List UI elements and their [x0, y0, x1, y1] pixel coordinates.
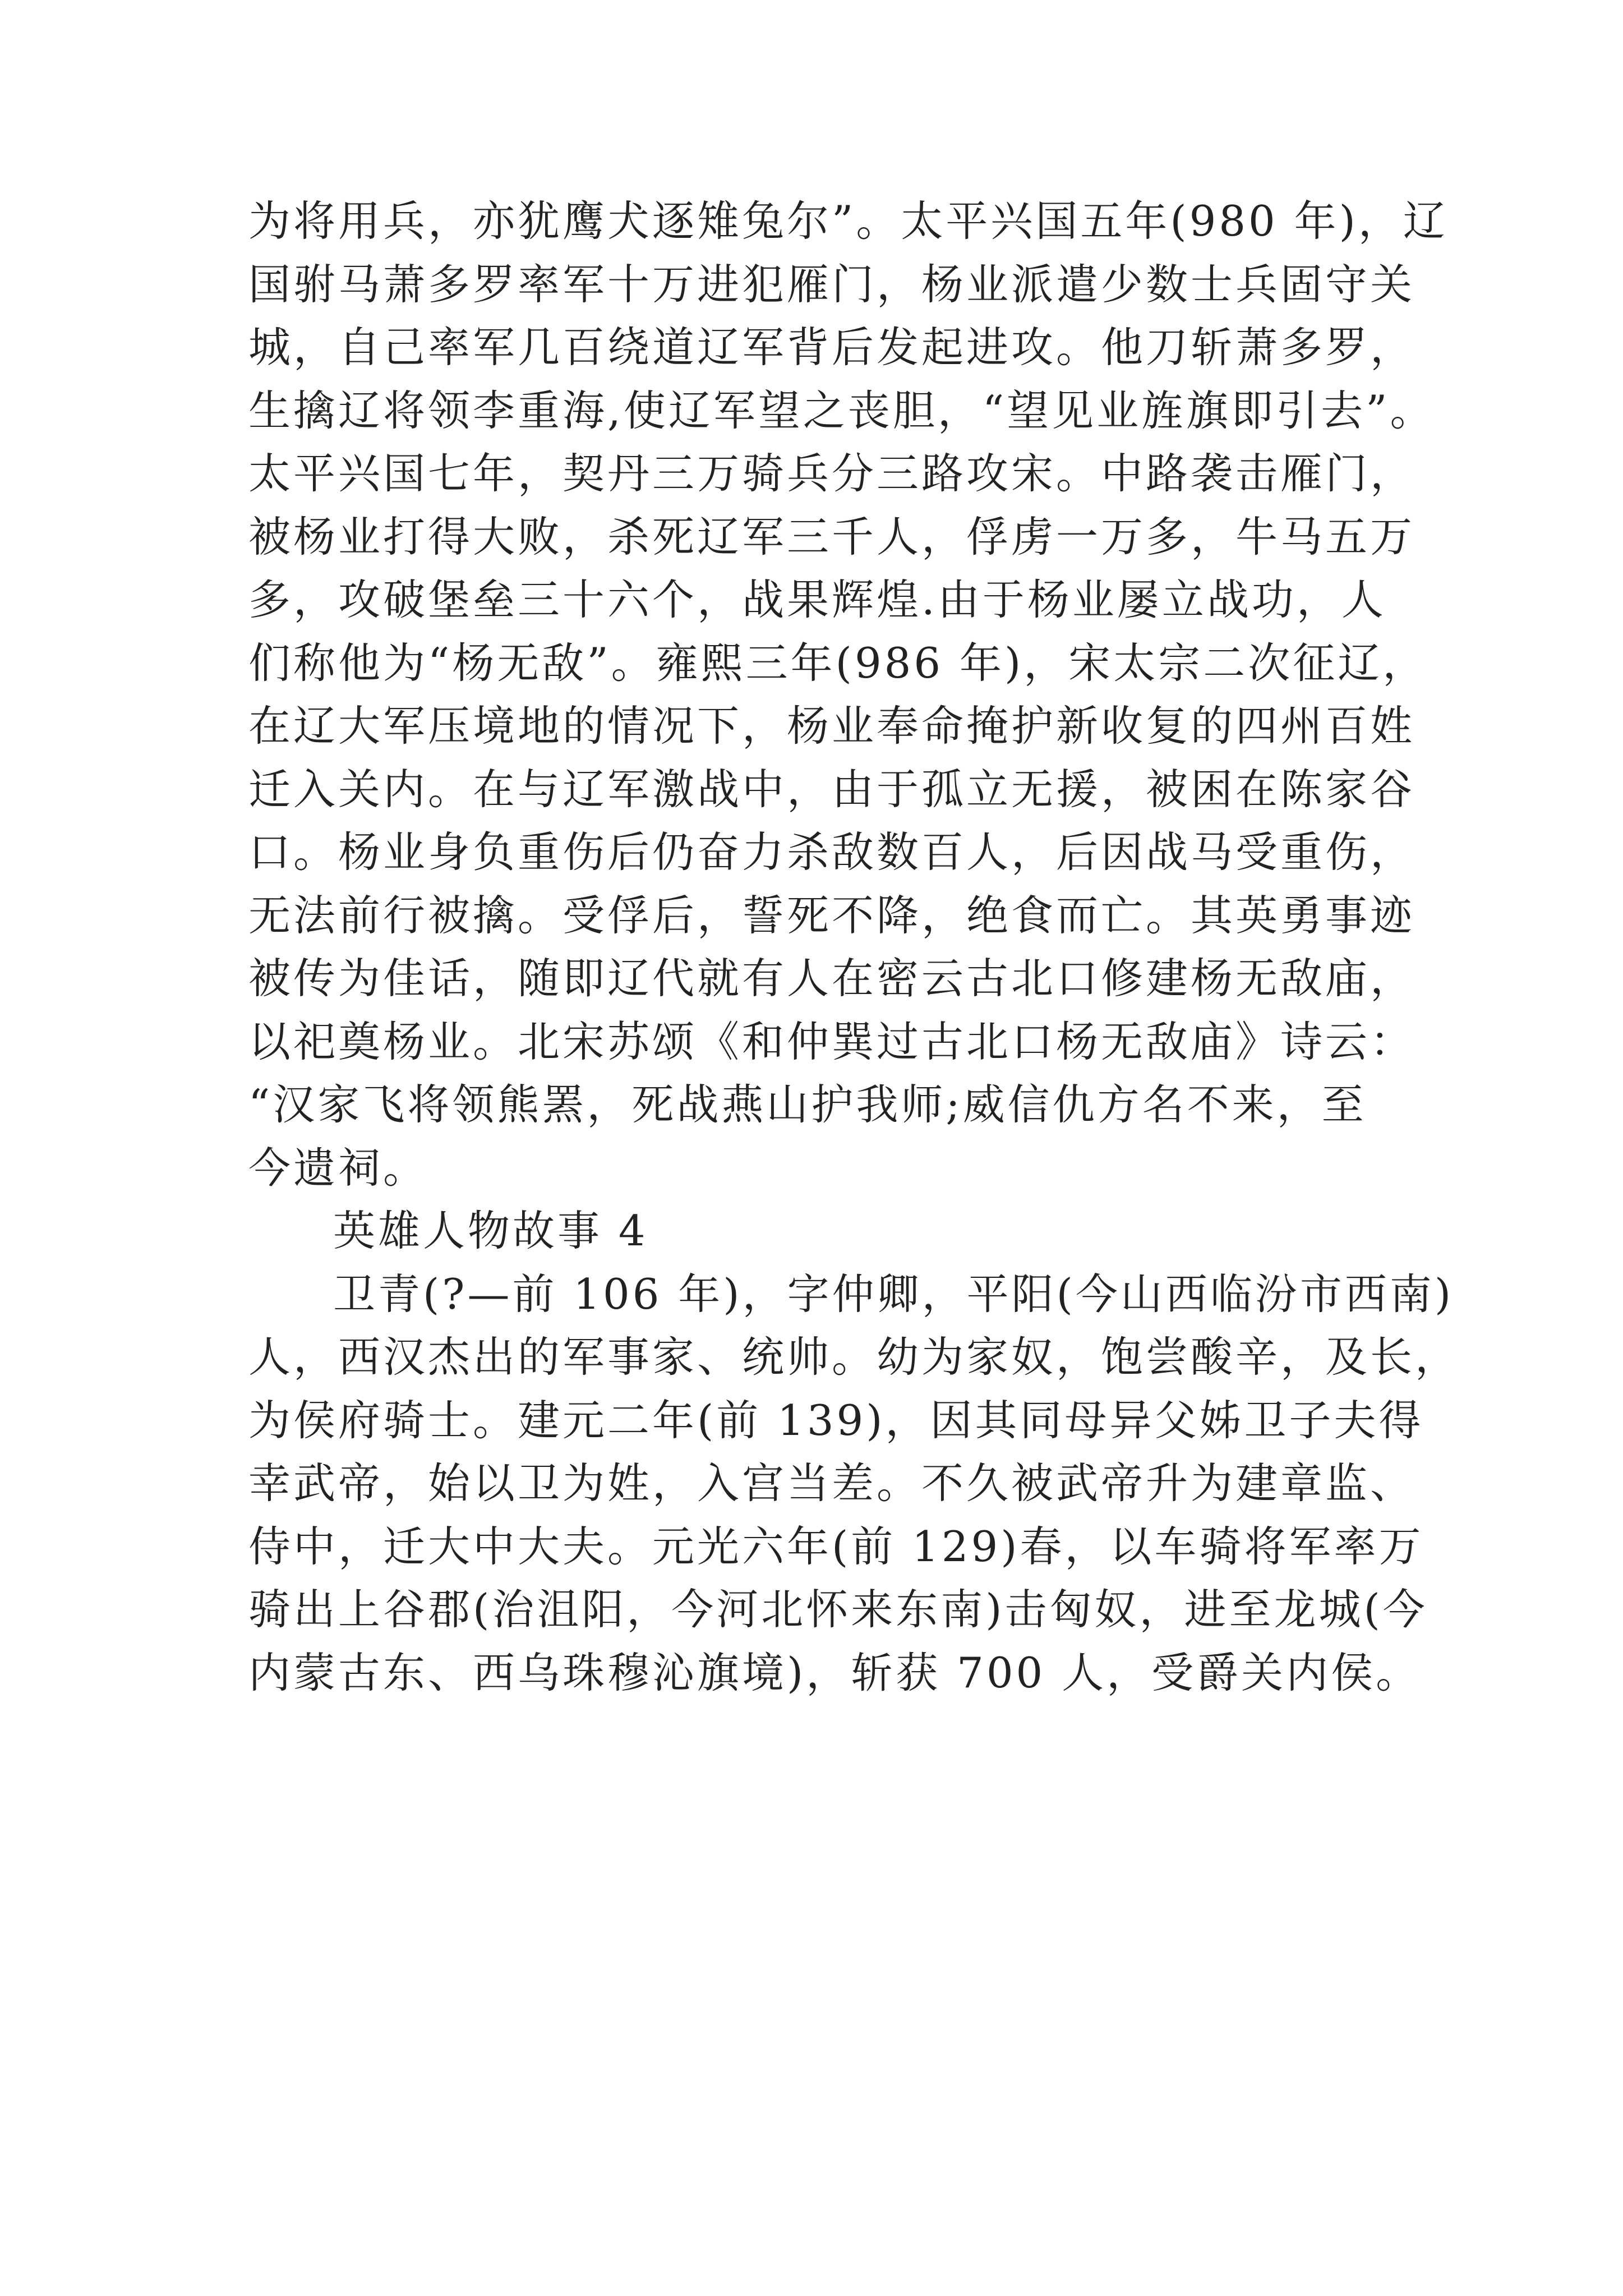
text-line: 迁入关内。在与辽军激战中，由于孤立无援，被困在陈家谷: [248, 764, 1415, 814]
text-line: 幸武帝，始以卫为姓，入宫当差。不久被武帝升为建章监、: [248, 1458, 1415, 1508]
text-line: 国驸马萧多罗率军十万进犯雁门，杨业派遣少数士兵固守关: [248, 259, 1415, 309]
text-line: 城，自己率军几百绕道辽军背后发起进攻。他刀斩萧多罗，: [248, 323, 1415, 372]
text-line: 骑出上谷郡(治沮阳，今河北怀来东南)击匈奴，进至龙城(今: [248, 1585, 1428, 1634]
text-line: 内蒙古东、西乌珠穆沁旗境)，斩获 700 人，受爵关内侯。: [248, 1648, 1421, 1697]
text-line: 生擒辽将领李重海,使辽军望之丧胆，“望见业旌旗即引去”。: [248, 385, 1435, 435]
body-text: [248, 190, 1460, 1704]
text-line: 太平兴国七年，契丹三万骑兵分三路攻宋。中路袭击雁门，: [248, 449, 1415, 498]
text-line: 为侯府骑士。建元二年(前 139)，因其同母异父姊卫子夫得: [248, 1395, 1424, 1445]
text-line: 无法前行被擒。受俘后，誓死不降，绝食而亡。其英勇事迹: [248, 890, 1415, 940]
text-line: 们称他为“杨无敌”。雍熙三年(986 年)，宋太宗二次征辽，: [248, 638, 1428, 688]
text-line: 侍中，迁大中大夫。元光六年(前 129)春，以车骑将军率万: [248, 1521, 1424, 1571]
text-line: 今遗祠。: [248, 1143, 428, 1193]
section-heading: 英雄人物故事 4: [333, 1206, 648, 1255]
text-line: 为将用兵，亦犹鹰犬逐雉兔尔”。太平兴国五年(980 年)，辽: [248, 196, 1448, 246]
text-line: 多，攻破堡垒三十六个，战果辉煌.由于杨业屡立战功，人: [248, 575, 1386, 624]
text-line: “汉家飞将领熊罴，死战燕山护我师;威信仇方名不来，至: [248, 1080, 1367, 1129]
text-line: 卫青(?—前 106 年)，字仲卿，平阳(今山西临汾市西南): [333, 1269, 1454, 1319]
text-line: 以祀奠杨业。北宋苏颂《和仲巽过古北口杨无敌庙》诗云：: [248, 1016, 1415, 1066]
text-line: 被杨业打得大败，杀死辽军三千人，俘虏一万多，牛马五万: [248, 512, 1415, 562]
text-line: 在辽大军压境地的情况下，杨业奉命掩护新收复的四州百姓: [248, 701, 1415, 751]
text-line: 被传为佳话，随即辽代就有人在密云古北口修建杨无敌庙，: [248, 954, 1415, 1003]
text-line: 口。杨业身负重伤后仍奋力杀敌数百人，后因战马受重伤，: [248, 827, 1415, 877]
text-line: 人，西汉杰出的军事家、统帅。幼为家奴，饱尝酸辛，及长，: [248, 1332, 1460, 1382]
